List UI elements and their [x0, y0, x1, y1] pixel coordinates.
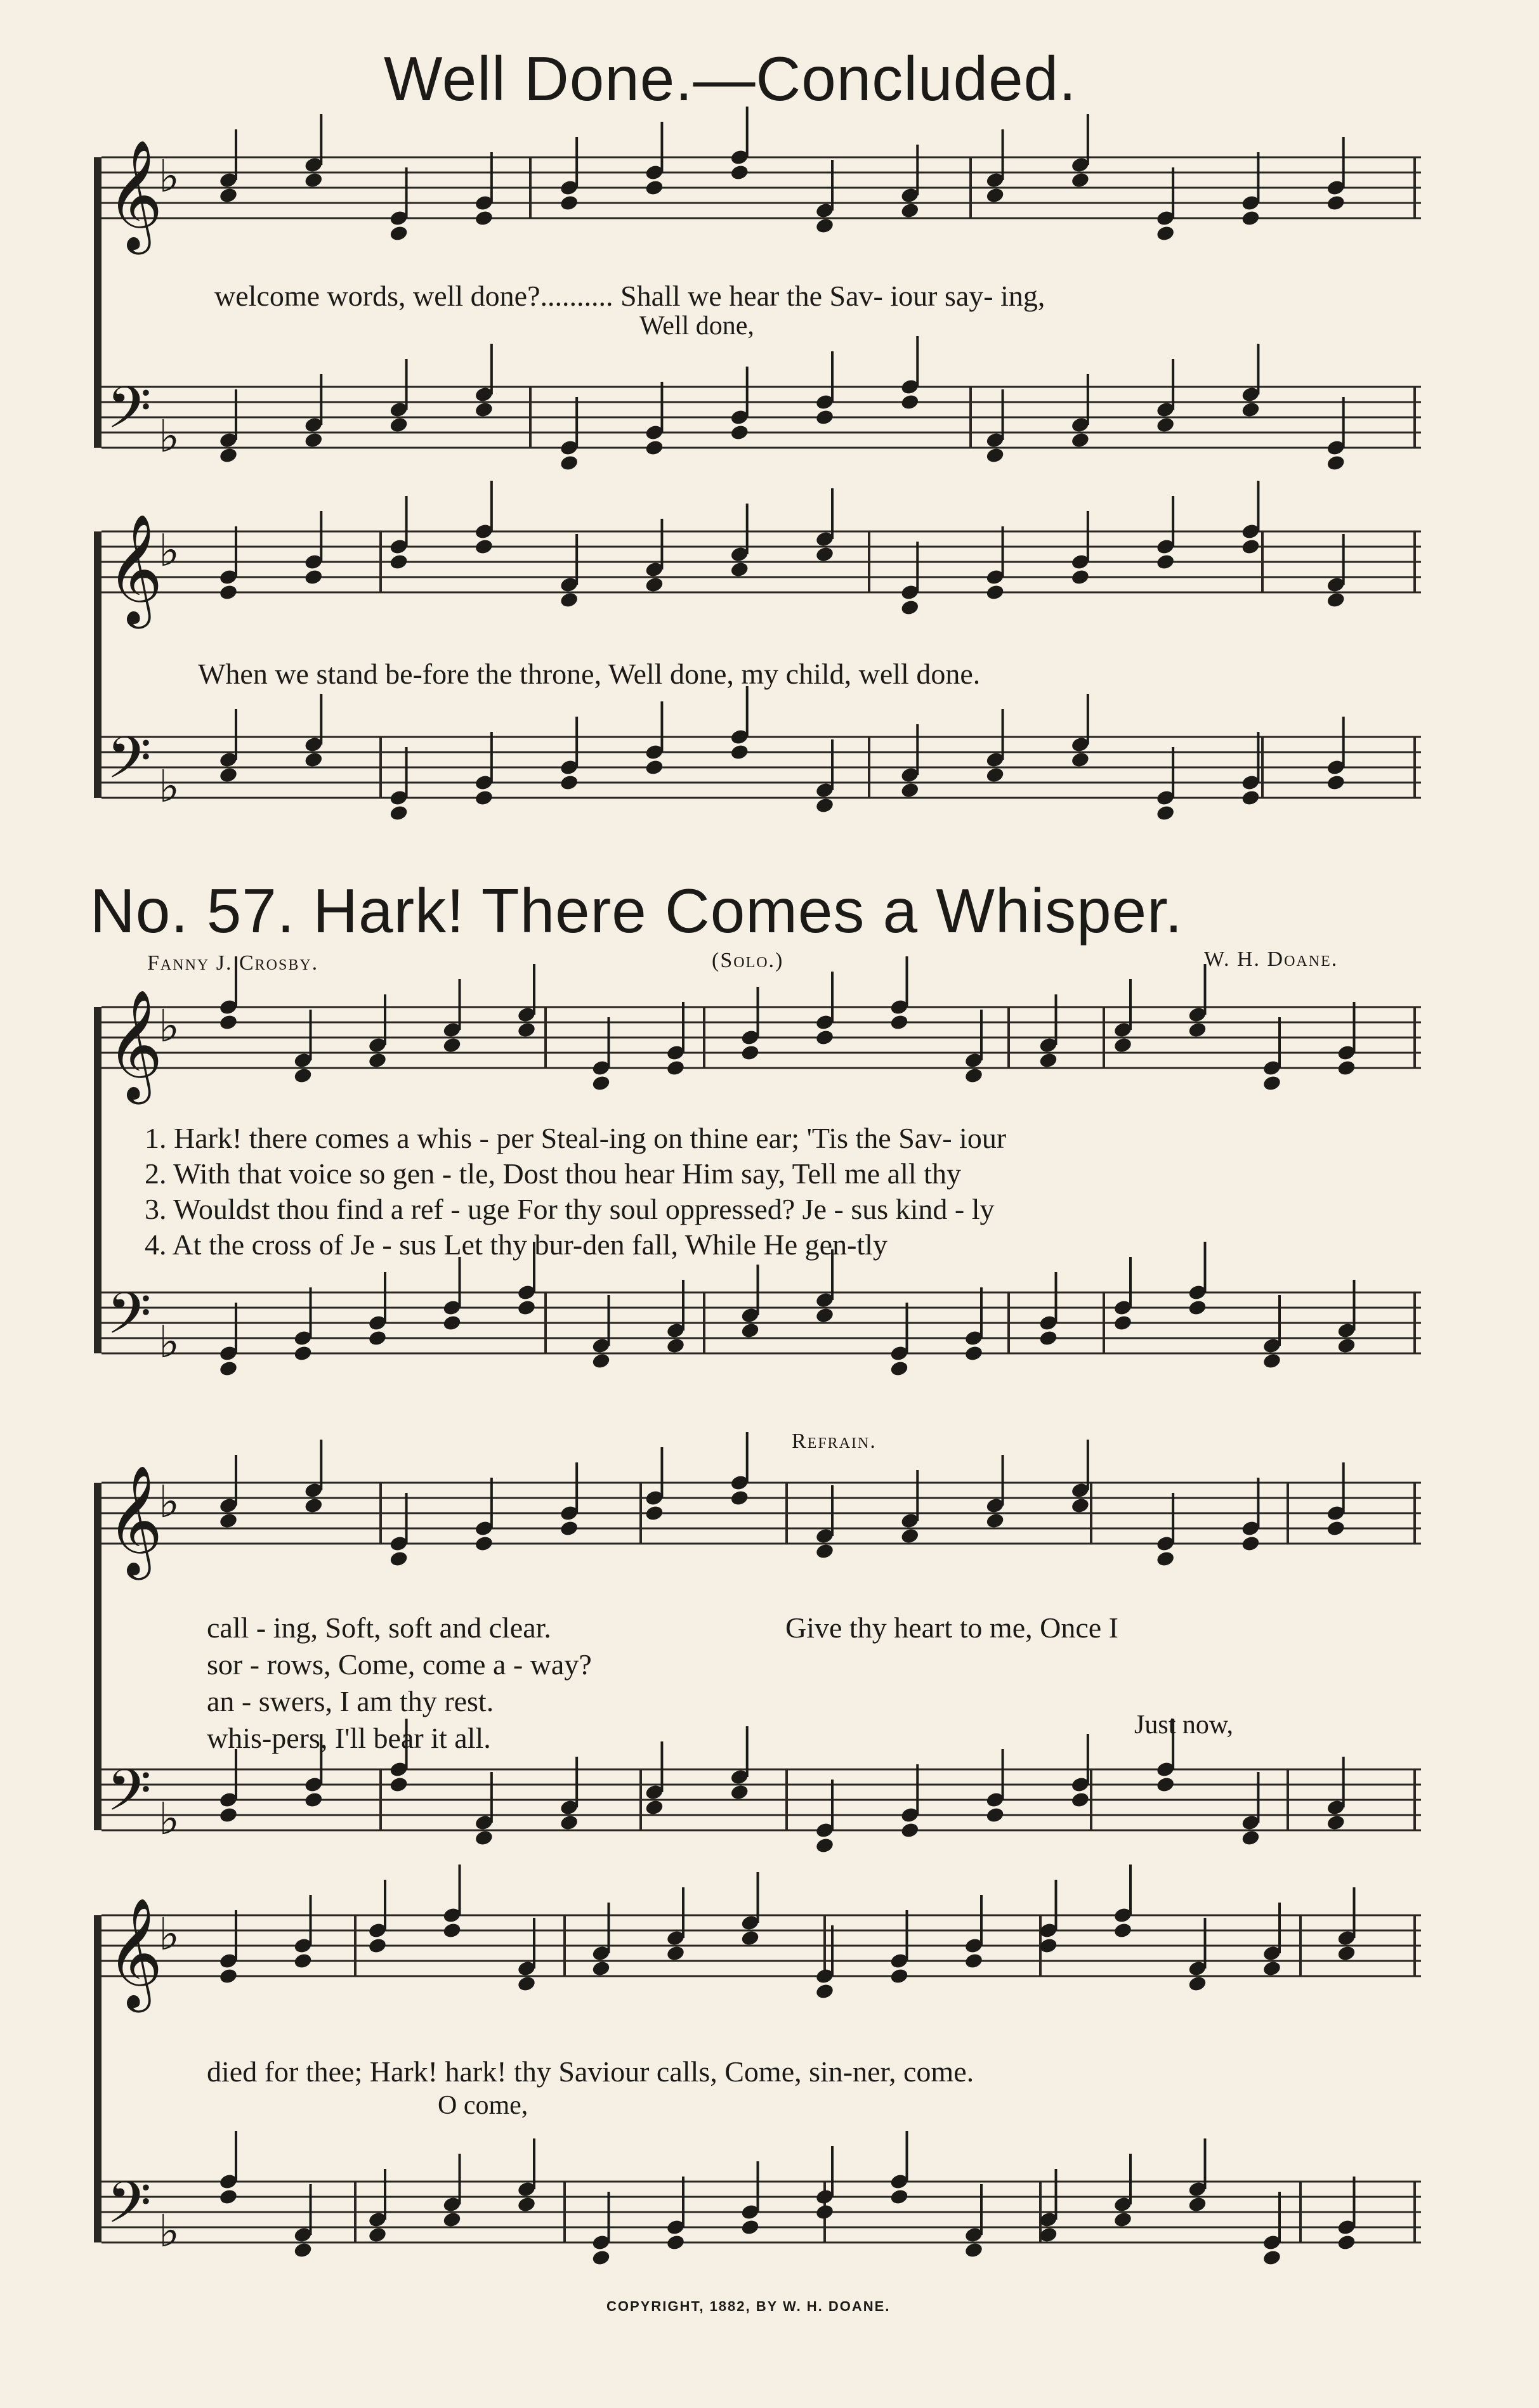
note-head	[560, 591, 579, 609]
note-head	[560, 1520, 579, 1537]
note-head	[889, 1360, 909, 1377]
flat-icon: ♭	[159, 1000, 180, 1052]
note-head	[1156, 553, 1176, 571]
note-head	[442, 1922, 462, 1939]
lyrics-line-1: welcome words, well done?.......... Shall we hear the Sav- iour say- ing,	[214, 280, 1045, 312]
note-head	[665, 1944, 685, 1962]
note-head	[730, 1783, 749, 1801]
note-head	[1241, 401, 1261, 419]
note-head	[218, 1806, 238, 1824]
note-head	[367, 2226, 387, 2244]
note-head	[985, 446, 1005, 464]
verse-cont-2: sor - rows, Come, come a - way?	[207, 1648, 592, 1681]
note-head	[304, 1791, 324, 1809]
note-head	[964, 1067, 983, 1084]
treble-clef-icon: 𝄞	[107, 1897, 163, 2008]
refrain-label: Refrain.	[792, 1429, 877, 1453]
treble-clef-icon: 𝄞	[107, 989, 163, 1100]
note-head	[560, 774, 579, 791]
note-head	[815, 217, 834, 235]
note-head	[889, 1967, 909, 1985]
note-head	[740, 1322, 760, 1339]
note-head	[389, 1550, 409, 1568]
note-head	[815, 545, 834, 563]
note-head	[1188, 1299, 1207, 1317]
bass-clef-icon: 𝄢	[107, 1757, 152, 1838]
verse-1: 1. Hark! there comes a whis - per Steal-ing on thine ear; 'Tis the Sav- iour	[145, 1122, 1007, 1154]
continuation-title: Well Done.—Concluded.	[384, 44, 1077, 114]
bass-clef-icon: 𝄢	[107, 2169, 152, 2250]
note-head	[985, 186, 1005, 204]
treble-clef-icon: 𝄞	[107, 1465, 163, 1575]
note-head	[1070, 171, 1090, 189]
note-head	[474, 1535, 494, 1552]
note-head	[1326, 774, 1346, 791]
note-head	[304, 568, 324, 586]
note-head	[389, 416, 409, 434]
note-head	[516, 2196, 536, 2213]
note-head	[1326, 194, 1346, 212]
flat-icon: ♭	[159, 1316, 180, 1368]
note-head	[389, 225, 409, 242]
note-head	[1070, 751, 1090, 769]
note-head	[367, 1937, 387, 1955]
note-head	[1188, 1021, 1207, 1039]
note-head	[218, 1360, 238, 1377]
note-head	[304, 171, 324, 189]
note-head	[218, 583, 238, 601]
flat-icon: ♭	[159, 1908, 180, 1960]
note-head	[1241, 538, 1261, 556]
note-head	[560, 1814, 579, 1832]
note-head	[665, 1337, 685, 1355]
note-head	[1326, 454, 1346, 472]
note-head	[645, 179, 664, 197]
note-head	[900, 1527, 920, 1545]
treble-clef-icon: 𝄞	[107, 514, 163, 624]
note-head	[1337, 1059, 1356, 1077]
note-head	[645, 576, 664, 594]
note-head	[964, 1344, 983, 1362]
copyright-notice: COPYRIGHT, 1882, BY W. H. DOANE.	[606, 2298, 891, 2314]
verse-4: 4. At the cross of Je - sus Let thy bur-den fall, While He gen-tly	[145, 1228, 887, 1261]
note-head	[218, 1512, 238, 1530]
note-head	[1337, 1944, 1356, 1962]
bass-clef-icon: 𝄢	[107, 1280, 152, 1361]
note-head	[740, 2218, 760, 2236]
note-head	[516, 1299, 536, 1317]
note-head	[293, 1344, 313, 1362]
note-head	[1113, 1922, 1132, 1939]
refrain-line-1: Give thy heart to me, Once I	[785, 1611, 1118, 1644]
note-head	[985, 583, 1005, 601]
note-head	[1113, 1036, 1132, 1054]
flat-icon: ♭	[159, 150, 180, 202]
note-head	[900, 781, 920, 799]
hymn-title: No. 57. Hark! There Comes a Whisper.	[90, 876, 1183, 946]
note-head	[560, 454, 579, 472]
note-head	[1113, 1314, 1132, 1332]
note-head	[900, 202, 920, 219]
note-head	[985, 766, 1005, 784]
note-head	[645, 1799, 664, 1816]
flat-icon: ♭	[159, 760, 180, 812]
note-head	[985, 1806, 1005, 1824]
bass-clef-icon: 𝄢	[107, 724, 152, 805]
note-head	[1262, 1352, 1281, 1370]
author: Fanny J. Crosby.	[147, 951, 319, 975]
note-head	[964, 2241, 983, 2259]
verse-2: 2. With that voice so gen - tle, Dost thou hear Him say, Tell me all thy	[145, 1157, 961, 1190]
flat-icon: ♭	[159, 1476, 180, 1528]
note-head	[293, 2241, 313, 2259]
note-head	[1262, 1960, 1281, 1977]
tenor-cue-well-done: Well done,	[639, 311, 754, 341]
note-head	[293, 1952, 313, 1970]
note-head	[1156, 804, 1176, 822]
staff-4-t	[102, 1483, 1421, 1544]
note-head	[740, 1929, 760, 1947]
flat-icon: ♭	[159, 1793, 180, 1845]
note-head	[516, 1975, 536, 1993]
refrain-line-2: died for thee; Hark! hark! thy Saviour calls, Come, sin-ner, come.	[207, 2055, 974, 2088]
note-head	[730, 164, 749, 181]
note-head	[815, 1982, 834, 2000]
note-head	[442, 2211, 462, 2229]
verse-3: 3. Wouldst thou find a ref - uge For thy soul oppressed? Je - sus kind - ly	[145, 1193, 995, 1225]
note-head	[1326, 591, 1346, 609]
staff-4-b	[102, 1769, 1421, 1830]
note-head	[591, 1960, 611, 1977]
staff-1-t	[102, 157, 1421, 218]
verse-cont-4: whis-pers, I'll bear it all.	[207, 1722, 491, 1754]
note-head	[740, 1044, 760, 1062]
note-head	[1156, 1776, 1176, 1793]
staff-2-t	[102, 531, 1421, 592]
note-head	[815, 408, 834, 426]
note-head	[889, 2188, 909, 2206]
note-head	[474, 789, 494, 807]
note-head	[815, 797, 834, 814]
note-head	[516, 1021, 536, 1039]
note-head	[218, 1967, 238, 1985]
note-head	[730, 743, 749, 761]
note-head	[304, 431, 324, 449]
note-head	[293, 1067, 313, 1084]
note-head	[1156, 225, 1176, 242]
note-head	[1337, 1337, 1356, 1355]
verse-cont-1: call - ing, Soft, soft and clear.	[207, 1611, 551, 1644]
note-head	[900, 393, 920, 411]
flat-icon: ♭	[159, 2205, 180, 2257]
note-head	[474, 209, 494, 227]
note-head	[474, 1829, 494, 1847]
verse-cont-3: an - swers, I am thy rest.	[207, 1685, 494, 1717]
flat-icon: ♭	[159, 410, 180, 462]
note-head	[389, 804, 409, 822]
note-head	[218, 2188, 238, 2206]
note-head	[389, 1776, 409, 1793]
note-head	[815, 1029, 834, 1046]
tempo-marking: (Solo.)	[712, 949, 784, 972]
note-head	[1038, 1329, 1058, 1347]
note-head	[560, 194, 579, 212]
note-head	[815, 1306, 834, 1324]
tenor-cue-o-come: O come,	[438, 2091, 528, 2120]
note-head	[1070, 1791, 1090, 1809]
composer: W. H. Doane.	[1204, 947, 1339, 971]
note-head	[218, 766, 238, 784]
note-head	[591, 2249, 611, 2267]
note-head	[1326, 1520, 1346, 1537]
note-head	[591, 1352, 611, 1370]
note-head	[218, 186, 238, 204]
note-head	[1156, 416, 1176, 434]
note-head	[474, 401, 494, 419]
note-head	[367, 1329, 387, 1347]
note-head	[815, 2203, 834, 2221]
note-head	[389, 553, 409, 571]
note-head	[730, 424, 749, 441]
note-head	[1262, 2249, 1281, 2267]
note-head	[1070, 1497, 1090, 1514]
note-head	[645, 1504, 664, 1522]
note-head	[218, 446, 238, 464]
note-head	[367, 1051, 387, 1069]
flat-icon: ♭	[159, 524, 180, 576]
note-head	[1156, 1550, 1176, 1568]
note-head	[964, 1952, 983, 1970]
note-head	[815, 1837, 834, 1854]
note-head	[665, 2234, 685, 2251]
note-head	[645, 758, 664, 776]
note-head	[1038, 1051, 1058, 1069]
staff-1-b	[102, 387, 1421, 448]
note-head	[442, 1036, 462, 1054]
note-head	[1070, 568, 1090, 586]
note-head	[889, 1013, 909, 1031]
note-head	[645, 439, 664, 457]
note-head	[1241, 789, 1261, 807]
note-head	[1262, 1074, 1281, 1092]
note-head	[1070, 431, 1090, 449]
note-head	[900, 1821, 920, 1839]
staff-2-b	[102, 737, 1421, 798]
note-head	[304, 1497, 324, 1514]
note-head	[591, 1074, 611, 1092]
note-head	[730, 1489, 749, 1507]
note-head	[1337, 2234, 1356, 2251]
note-head	[1241, 209, 1261, 227]
note-head	[665, 1059, 685, 1077]
note-head	[985, 1512, 1005, 1530]
bass-clef-icon: 𝄢	[107, 374, 152, 455]
lyrics-line-2: When we stand be-fore the throne, Well done, my child, well done.	[198, 658, 981, 690]
note-head	[1241, 1829, 1261, 1847]
note-head	[1188, 1975, 1207, 1993]
note-head	[304, 751, 324, 769]
note-head	[815, 1542, 834, 1560]
note-head	[218, 1013, 238, 1031]
note-head	[730, 561, 749, 578]
treble-clef-icon: 𝄞	[107, 140, 163, 250]
note-head	[900, 599, 920, 616]
note-head	[1188, 2196, 1207, 2213]
note-head	[1241, 1535, 1261, 1552]
tenor-cue-just-now: Just now,	[1134, 1710, 1233, 1740]
note-head	[1326, 1814, 1346, 1832]
note-head	[1113, 2211, 1132, 2229]
note-head	[474, 538, 494, 556]
note-head	[442, 1314, 462, 1332]
